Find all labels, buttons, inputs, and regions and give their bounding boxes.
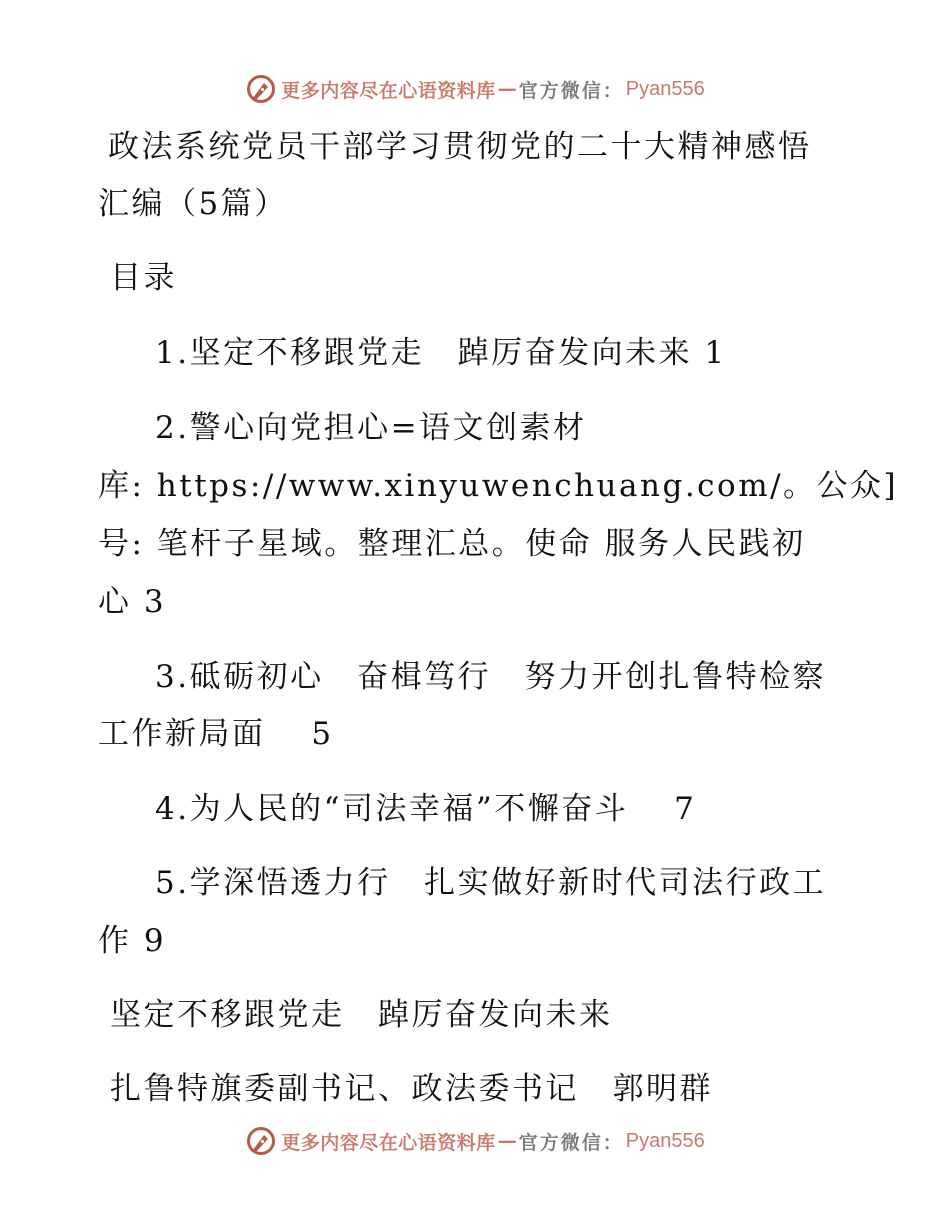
document-title-line-1: 政法系统党员干部学习贯彻党的二十大精神感悟 <box>108 129 812 165</box>
promo-text: 更多内容尽在心语资料库 <box>281 1131 496 1154</box>
toc-item-3-line-1: 3.砥砺初心 奋楫笃行 努力开创扎鲁特检察 <box>155 659 827 695</box>
wechat-id: Pyan556 <box>625 77 705 100</box>
toc-item-2-line-1: 2.警心向党担心=语文创素材 <box>155 410 587 446</box>
wechat-label: 官方微信： <box>518 79 624 102</box>
toc-item-2-line-2: 库: https://www.xinyuwenchuang.com/。公众] <box>98 468 899 504</box>
toc-heading: 目录 <box>110 260 177 296</box>
banner-separator: — <box>497 78 517 100</box>
toc-item-1: 1.坚定不移跟党走 踔厉奋发向未来 1 <box>155 335 727 371</box>
author-line: 扎鲁特旗委副书记、政法委书记 郭明群 <box>110 1071 713 1107</box>
wechat-id: Pyan556 <box>625 1129 705 1152</box>
toc-item-5-line-2: 作 9 <box>98 923 167 959</box>
wechat-label: 官方微信： <box>518 1131 624 1154</box>
document-title-line-2: 汇编（5篇） <box>98 186 288 222</box>
banner-separator: — <box>497 1130 517 1152</box>
promo-text: 更多内容尽在心语资料库 <box>281 79 496 102</box>
footer-banner <box>0 1124 950 1158</box>
toc-item-3-line-2: 工作新局面 5 <box>98 716 334 752</box>
pen-nib-circle-icon <box>245 73 277 105</box>
article-title: 坚定不移跟党走 踔厉奋发向未来 <box>110 997 613 1033</box>
header-banner <box>0 72 950 106</box>
toc-item-4: 4.为人民的“司法幸福”不懈奋斗 7 <box>155 791 697 827</box>
toc-item-2-line-4: 心 3 <box>98 584 167 620</box>
toc-item-5-line-1: 5.学深悟透力行 扎实做好新时代司法行政工 <box>155 865 827 901</box>
toc-item-2-line-3: 号: 笔杆子星域。整理汇总。使命 服务人民践初 <box>98 526 806 562</box>
pen-nib-circle-icon <box>245 1125 277 1157</box>
